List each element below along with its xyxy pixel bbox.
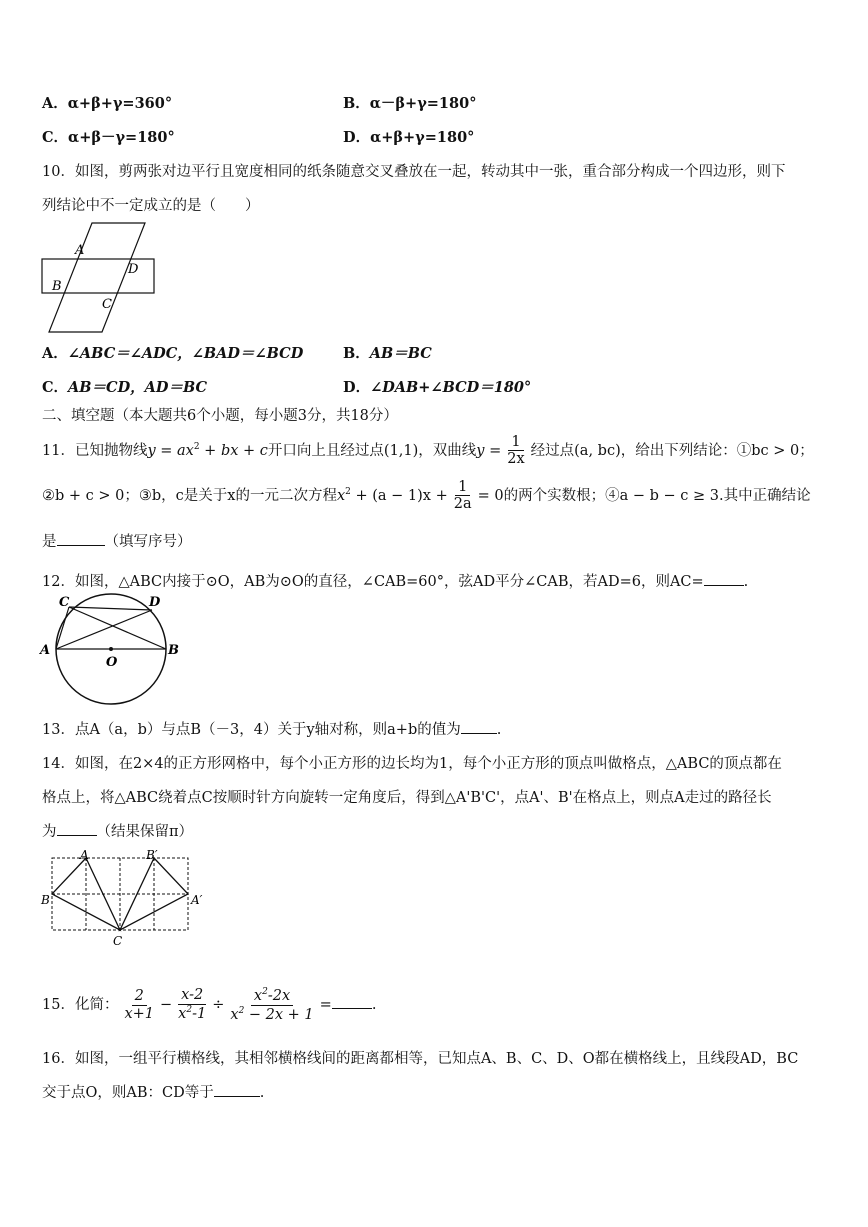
q15-expression: 15．化简： $\frac{2}{x+1}$ − $\frac{x-2}{x^2-1}$ ÷ $\frac{x^2-2x}{x^2 - 2x + 1}$ = . — [42, 987, 377, 1023]
label-a: A — [40, 643, 51, 658]
q9-option-a: A．α+β+γ=360° — [42, 95, 173, 112]
label-b: B — [41, 893, 50, 907]
slanted-strip — [49, 223, 145, 332]
q12-text: 12．如图，△ABC内接于⊙O，AB为⊙O的直径，∠CAB=60°，弦AD平分∠CAB，若AD=6，则AC= . — [42, 574, 749, 590]
q13-text: 13．点A（a，b）与点B（－3，4）关于y轴对称，则a+b的值为 . — [42, 722, 502, 738]
label-b-prime: B′ — [146, 848, 158, 862]
label-b: B — [52, 279, 62, 294]
q10-option-a: A．∠ABC＝∠ADC，∠BAD＝∠BCD — [42, 345, 304, 362]
q11-line1: 11．已知抛物线$y = ax^2$ + bx + c开口向上且经过点(1,1)，双曲线y = $\frac{1}{2x}$ 经过点(a, bc)，给出下列结论：①bc > 0； — [42, 433, 814, 468]
chord-cd — [69, 607, 152, 610]
label-d: D — [149, 595, 161, 610]
center-point — [109, 647, 113, 651]
q14-line1: 14．如图，在2×4的正方形网格中，每个小正方形的边长均为1，每个小正方形的顶点叫做格点，△ABC的顶点都在 — [42, 756, 782, 772]
section-heading: 二、填空题（本大题共6个小题，每小题3分，共18分） — [42, 408, 398, 424]
label-b: B — [168, 643, 179, 658]
answer-blank[interactable] — [57, 545, 105, 546]
label-d: D — [128, 262, 139, 277]
q14-figure-grid — [40, 848, 208, 948]
answer-blank[interactable] — [57, 835, 97, 836]
q10-line1: 10．如图，剪两张对边平行且宽度相同的纸条随意交叉叠放在一起，转动其中一张，重合部分构成一个四边形，则下 — [42, 164, 786, 180]
q9-option-c: C．α+β－γ=180° — [42, 129, 175, 146]
label-a-prime: A′ — [191, 893, 203, 907]
label-c: C — [102, 297, 112, 312]
q10-option-d: D．∠DAB+∠BCD＝180° — [343, 379, 532, 396]
chord-ac — [56, 607, 69, 649]
answer-blank[interactable] — [461, 733, 497, 734]
label-a: A — [75, 243, 85, 258]
label-a: A — [80, 848, 89, 862]
answer-blank[interactable] — [704, 585, 744, 586]
label-c: C — [113, 934, 123, 948]
grid-lines — [52, 858, 188, 930]
q10-figure-crossed-strips — [38, 222, 160, 334]
label-o: O — [106, 655, 118, 670]
q16-line1: 16．如图，一组平行横格线，其相邻横格线间的距离都相等，已知点A、B、C、D、O都在横格线上，且线段AD，BC — [42, 1051, 799, 1067]
q10-option-c: C．AB＝CD，AD＝BC — [42, 379, 208, 396]
answer-blank[interactable] — [332, 1008, 372, 1009]
q11-line2: ②b + c > 0；③b，c是关于x的一元二次方程$x^2 + (a - 1)x$ + $\frac{1}{2a}$ = 0的两个实数根；④a − b − c ≥ 3.其中正确结论 — [42, 478, 811, 513]
chord-cb — [69, 607, 166, 649]
q14-line2: 格点上，将△ABC绕着点C按顺时针方向旋转一定角度后，得到△A'B'C'，点A'、B'在格点上，则点A走过的路径长 — [42, 790, 772, 806]
q10-line2: 列结论中不一定成立的是（ ） — [42, 198, 260, 214]
q10-option-b: B．AB＝BC — [343, 345, 432, 362]
q12-figure-circle — [36, 592, 186, 710]
label-c: C — [59, 595, 70, 610]
q9-option-d: D．α+β+γ=180° — [343, 129, 475, 146]
answer-blank[interactable] — [214, 1096, 260, 1097]
q16-line2: 交于点O，则AB：CD等于 . — [42, 1085, 265, 1101]
q9-option-b: B．α－β+γ=180° — [343, 95, 477, 112]
q14-line3: 为 （结果保留π） — [42, 824, 194, 840]
chord-ad — [56, 610, 152, 649]
q11-line3: 是 （填写序号） — [42, 534, 192, 550]
